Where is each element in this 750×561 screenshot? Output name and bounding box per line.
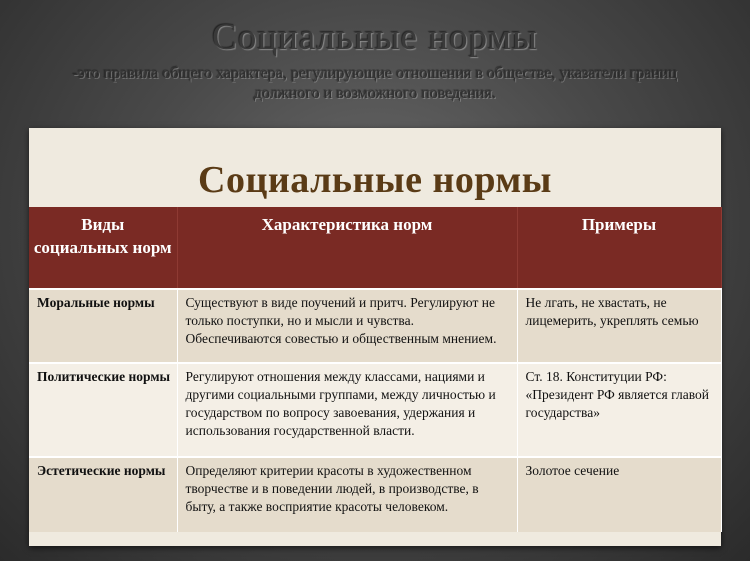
row-type: Эстетические нормы — [29, 457, 177, 532]
row-type: Моральные нормы — [29, 289, 177, 363]
header-characteristic: Характеристика норм — [177, 207, 517, 289]
row-characteristic: Существуют в виде поучений и притч. Регулируют не только поступки, но и мысли и чувства. Обеспечиваются совестью и общественным мнением. — [177, 289, 517, 363]
table-row-moral — [29, 289, 721, 363]
row-example: Не лгать, не хвастать, не лицемерить, укреплять семью — [517, 289, 721, 363]
panel-title: Социальные нормы — [198, 159, 552, 201]
header-examples: Примеры — [517, 207, 721, 289]
table-row-aesthetic — [29, 457, 721, 532]
row-characteristic: Регулируют отношения между классами, нациями и другими социальными группами, между личностью и государством по вопросу завоевания, удержания и использования государственной власти. — [177, 363, 517, 457]
row-example: Золотое сечение — [517, 457, 721, 532]
row-type: Политические нормы — [29, 363, 177, 457]
table-row-political — [29, 363, 721, 457]
slide-title: Социальные нормы — [212, 17, 538, 58]
content-panel — [29, 128, 721, 546]
table-header-row — [29, 207, 721, 289]
slide-subtitle: -это правила общего характера, регулирующие отношения в обществе, указатели границ должного и возможного поведения. — [72, 65, 678, 102]
row-characteristic: Определяют критерии красоты в художественном творчестве и в поведении людей, в производстве, в быту, а также восприятие красоты человеком. — [177, 457, 517, 532]
row-example: Ст. 18. Конституции РФ: «Президент РФ является главой государства» — [517, 363, 721, 457]
header-types: Виды социальных норм — [29, 207, 177, 289]
norms-table — [29, 207, 722, 532]
